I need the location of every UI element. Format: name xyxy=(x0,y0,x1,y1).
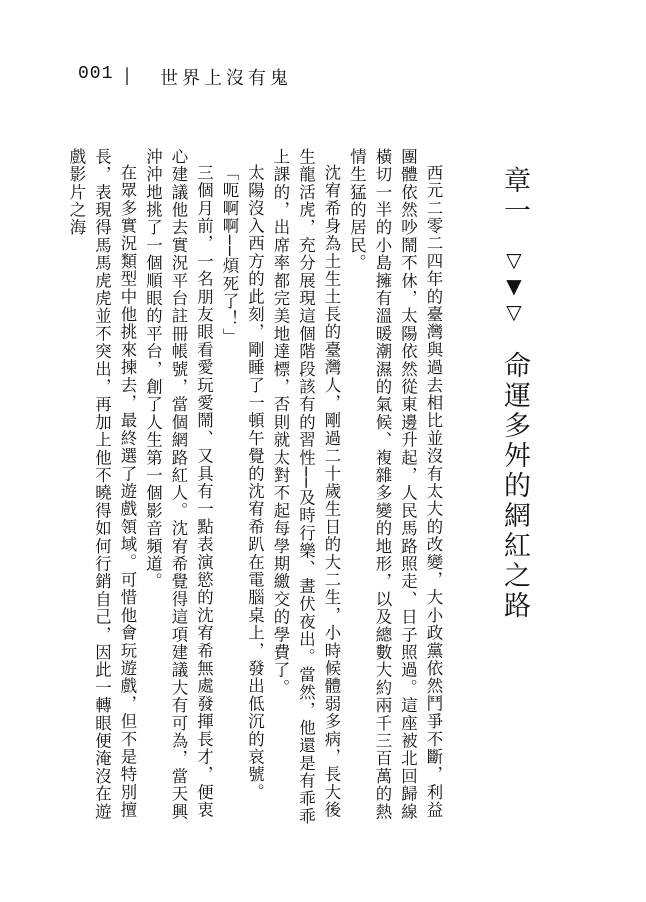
paragraph: 在眾多實況類型中他挑來揀去，最終選了遊戲領域。可惜他會玩遊戲，但不是特別擅長，表現得馬馬虎虎並不突出，再加上他不曉得如何行銷自己，因此一轉眼便淹沒在遊戲影片之海 xyxy=(67,148,137,821)
chapter-title: 命運多舛的網紅之路 xyxy=(499,351,530,622)
chapter-label: 章一 xyxy=(499,166,530,226)
chapter-heading xyxy=(498,166,530,621)
body-text xyxy=(64,148,447,828)
dialogue-line: 「呃啊啊──煩死了！」 xyxy=(220,164,239,347)
book-title: 世界上沒有鬼 xyxy=(160,68,292,89)
paragraph: 太陽沒入西方的此刻，剛睡了一頓午覺的沈宥希趴在電腦桌上，發出低沉的哀號。 xyxy=(245,164,265,802)
paragraph: 沈宥希身為土生土長的臺灣人，剛過二十歲生日的大二生，小時候體弱多病，長大後生龍活虎，充分展現這個階段該有的習性──及時行樂、晝伏夜出。當然，他還是有乖乖上課的，出席率都完美地達標，否則就太對不起每學期繳交的學費了。 xyxy=(271,148,341,826)
page-number: 001 xyxy=(78,64,114,84)
paragraph: 西元二零二四年的臺灣與過去相比並沒有太大的改變，大小政黨依然鬥爭不斷，利益團體依然吵鬧不休，太陽依然從東邊升起，人民馬路照走、日子照過。這座被北回歸線橫切一半的小島擁有溫暖潮濕的氣候、複雜多變的地形，以及總數大約兩千三百萬的熱情生猛的居民。 xyxy=(347,148,443,821)
chapter-ornament: ▽▼▽ xyxy=(502,247,526,326)
paragraph: 三個月前，一名朋友眼看愛玩愛鬧、又具有一點表演慾的沈宥希無處發揮長才，便衷心建議他去實況平台註冊帳號，當個網路紅人。沈宥希覺得這項建議大有可為，當天興沖沖地挑了一個順眼的平台，創了人生第一個影音頻道。 xyxy=(143,148,214,821)
header-divider: | xyxy=(124,65,131,86)
